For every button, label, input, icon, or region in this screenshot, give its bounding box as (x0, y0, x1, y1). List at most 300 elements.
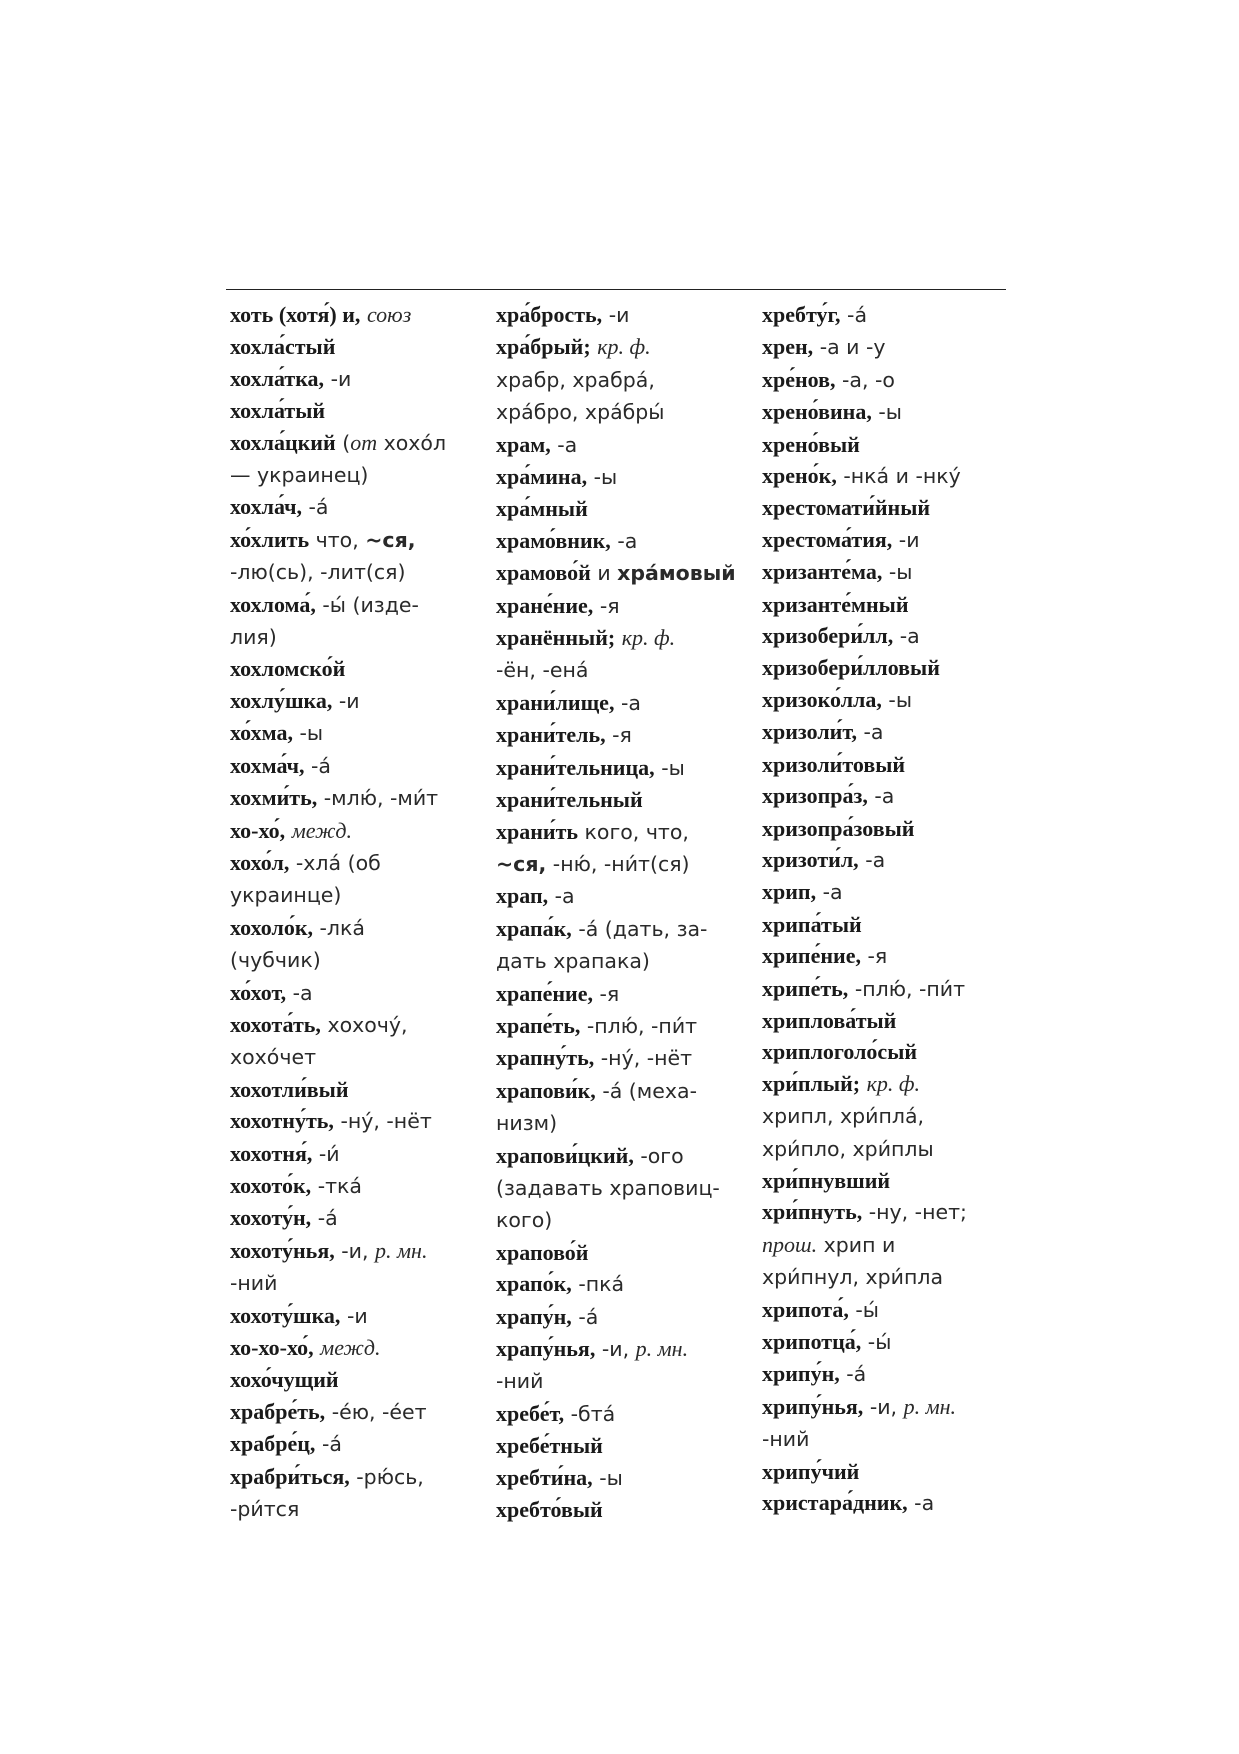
entry-grammar: -ы (881, 687, 913, 712)
dictionary-entry (496, 1140, 748, 1172)
dictionary-entry-continuation (496, 1365, 748, 1397)
entry-grammar: кр. ф. (866, 1070, 921, 1096)
entry-headword: хрено́вина, (762, 399, 872, 425)
entry-grammar: хра́бро, хра́бры́ (496, 400, 665, 425)
entry-headword: хоть (хотя́) и, (230, 302, 361, 327)
entry-grammar: -а́ (571, 1304, 599, 1329)
entry-grammar: -лю(сь), -лит(ся) (230, 560, 406, 585)
entry-headword: храпо́к, (496, 1271, 572, 1297)
dictionary-entry (230, 1009, 482, 1041)
entry-headword: хрено́вый (762, 431, 860, 457)
entry-headword: храпови́цкий, (496, 1142, 634, 1168)
dictionary-entry (762, 780, 1014, 812)
dictionary-entry (762, 1196, 1014, 1228)
entry-grammar: -ний (496, 1369, 544, 1394)
dictionary-entry (496, 1268, 748, 1300)
entry-grammar: -ы (871, 400, 902, 425)
entry-headword: хохо́л, (230, 849, 290, 875)
dictionary-entry (496, 1430, 748, 1461)
dictionary-entry (496, 1494, 748, 1525)
entry-grammar: -а́ (315, 1432, 342, 1457)
entry-grammar: -ы (587, 465, 618, 490)
dictionary-entry (496, 557, 748, 589)
entry-grammar: -ний (762, 1427, 810, 1452)
entry-grammar: межд. (320, 1335, 381, 1360)
entry-headword: хохма́ч, (230, 752, 305, 778)
entry-grammar: (задавать храповиц- (496, 1175, 720, 1200)
entry-headword: храпу́н, (496, 1303, 572, 1329)
entry-headword: хриплоголо́сый (762, 1039, 918, 1065)
entry-grammar: -ну́, -нёт (594, 1046, 693, 1071)
entry-headword: хризобери́лл, (762, 623, 894, 649)
dictionary-entry-continuation (230, 556, 482, 588)
entry-grammar: (от хохо́л (335, 429, 447, 455)
entry-grammar: кр. ф. (597, 334, 651, 360)
entry-headword: храбри́ться, (230, 1463, 350, 1489)
entry-grammar: -ы́ (861, 1330, 892, 1354)
dictionary-entry (762, 331, 1014, 363)
dictionary-entry (762, 396, 1014, 428)
entry-headword: христара́дник, (762, 1490, 908, 1516)
dictionary-entry (496, 525, 748, 557)
dictionary-entry (762, 460, 1014, 492)
dictionary-entry (762, 1456, 1014, 1487)
dictionary-entry (230, 1364, 482, 1395)
entry-headword: хризопра́з, (762, 783, 868, 809)
entry-grammar: -и́ (312, 1141, 340, 1166)
dictionary-entry (496, 719, 748, 751)
entry-headword: храм, (496, 431, 551, 457)
header-rule (226, 289, 1006, 290)
dictionary-entry-continuation (762, 1100, 1014, 1132)
dictionary-entry (496, 429, 748, 461)
entry-headword: хохоту́шка, (230, 1302, 341, 1328)
dictionary-entry (496, 752, 748, 784)
dictionary-entry (762, 364, 1014, 396)
entry-headword: хра́мина, (496, 464, 588, 490)
entry-grammar: -а (610, 528, 638, 553)
entry-headword: хри́плый; (762, 1070, 861, 1096)
dictionary-entry (496, 913, 748, 945)
entry-headword: хохоло́к, (230, 914, 314, 940)
dictionary-entry-continuation (496, 1107, 748, 1139)
entry-grammar: -а (548, 884, 575, 909)
entry-grammar: межд. (291, 817, 353, 843)
dictionary-entry (762, 1036, 1014, 1067)
entry-headword: хрен, (762, 334, 814, 360)
entry-headword: хребту́г, (762, 302, 841, 327)
entry-grammar: -а (286, 980, 313, 1005)
entry-headword: хребе́тный (496, 1433, 603, 1459)
entry-headword: хохоту́нья, (230, 1237, 335, 1263)
entry-grammar: хохо́чет (230, 1045, 317, 1070)
dictionary-entry-continuation (496, 364, 748, 396)
entry-headword: хребто́вый (496, 1497, 603, 1523)
dictionary-entry (496, 816, 748, 848)
entry-headword: хохла́стый (230, 334, 336, 360)
entry-headword: хризоко́лла, (762, 686, 882, 712)
dictionary-entry (496, 622, 748, 654)
entry-grammar: дать храпака) (496, 949, 650, 974)
dictionary-entry (230, 1202, 482, 1234)
entry-grammar: и хра́мовый (590, 561, 736, 586)
dictionary-entry-continuation (496, 945, 748, 977)
dictionary-entry (762, 684, 1014, 716)
entry-grammar: -ри́тся (230, 1497, 300, 1522)
dictionary-entry (762, 813, 1014, 844)
dictionary-entry (762, 1487, 1014, 1519)
entry-headword: хри́пнувший (762, 1167, 891, 1193)
dictionary-entry (230, 331, 482, 362)
dictionary-entry (496, 461, 748, 493)
dictionary-entry (762, 1294, 1014, 1326)
dictionary-entry (230, 685, 482, 717)
dictionary-entry (762, 909, 1014, 940)
entry-headword: храп, (496, 883, 549, 909)
entry-headword: хризопра́зовый (762, 815, 915, 841)
dictionary-entry-continuation (762, 1423, 1014, 1455)
dictionary-entry (762, 620, 1014, 652)
entry-grammar: хри́пнул, хри́пла (762, 1265, 944, 1290)
dictionary-entry (496, 1398, 748, 1430)
entry-headword: хра́брый; (496, 334, 591, 360)
dictionary-entry (496, 1042, 748, 1074)
entry-grammar: -и (602, 303, 630, 327)
dictionary-entry (230, 977, 482, 1009)
entry-grammar: (чубчик) (230, 948, 321, 973)
entry-grammar: -ого (633, 1143, 684, 1168)
dictionary-entry (230, 847, 482, 879)
dictionary-entry (230, 1235, 482, 1267)
dictionary-entry-continuation (496, 1204, 748, 1236)
entry-headword: хохота́ть, (230, 1011, 321, 1037)
entry-headword: хохоту́н, (230, 1205, 312, 1231)
entry-headword: храни́лище, (496, 689, 615, 715)
dictionary-entry (230, 1461, 482, 1493)
entry-grammar: -а́ (840, 303, 868, 327)
entry-headword: хрипота́, (762, 1296, 849, 1322)
entry-headword: храбре́ть, (230, 1398, 326, 1424)
dictionary-entry-continuation (230, 1267, 482, 1299)
entry-headword: хохото́к, (230, 1172, 312, 1198)
entry-headword: хохла́тка, (230, 365, 325, 391)
dictionary-entry (230, 1396, 482, 1428)
entry-grammar: хохочу́, (320, 1012, 408, 1037)
entry-headword: храпово́й (496, 1239, 589, 1265)
entry-grammar: храбр, храбра́, (496, 367, 655, 392)
entry-headword: хрестома́тия, (762, 526, 893, 552)
dictionary-entry-continuation (496, 1172, 748, 1204)
entry-headword: хребти́на, (496, 1464, 593, 1490)
dictionary-entry (496, 880, 748, 912)
dictionary-entry (496, 1010, 748, 1042)
entry-headword: храпе́ние, (496, 980, 594, 1006)
dictionary-entry (230, 589, 482, 621)
entry-grammar: -а (857, 720, 884, 745)
dictionary-entry-continuation (230, 459, 482, 491)
entry-grammar: низм) (496, 1111, 558, 1136)
entry-headword: хризобери́лловый (762, 655, 940, 681)
dictionary-entry-continuation (230, 1041, 482, 1073)
entry-grammar: -ну, -нет; (862, 1200, 967, 1225)
entry-headword: хре́нов, (762, 366, 836, 392)
dictionary-entry (230, 750, 482, 782)
dictionary-entry (762, 1391, 1014, 1423)
dictionary-entry (496, 299, 748, 331)
dictionary-entry (762, 716, 1014, 748)
entry-grammar: что, ~ся, (309, 527, 416, 552)
dictionary-entry (762, 492, 1014, 523)
entry-grammar: -и, р. мн. (595, 1336, 689, 1361)
entry-headword: храмово́й (496, 560, 591, 586)
entry-headword: хрипу́чий (762, 1458, 860, 1484)
dictionary-entry (762, 299, 1014, 331)
dictionary-entry (230, 299, 482, 331)
entry-grammar: -ну́, -нёт (333, 1109, 432, 1134)
entry-grammar: -а́ (301, 495, 329, 520)
entry-grammar: -хла́ (об (289, 850, 381, 875)
entry-grammar: -нка́ и -нку́ (836, 464, 961, 489)
entry-grammar: -и (892, 527, 920, 552)
dictionary-entry-continuation (762, 1261, 1014, 1293)
entry-grammar: -и (332, 688, 360, 713)
dictionary-column-3 (762, 299, 1014, 1519)
entry-grammar: -а (907, 1491, 935, 1516)
entry-headword: хранённый; (496, 625, 616, 651)
entry-headword: хо-хо-хо́, (230, 1335, 314, 1360)
entry-grammar: -а́ (304, 753, 331, 778)
entry-grammar: -и (324, 366, 352, 391)
dictionary-entry (230, 1428, 482, 1460)
entry-headword: хризоти́л, (762, 846, 859, 872)
dictionary-entry (496, 590, 748, 622)
entry-grammar: -а и -у (813, 335, 886, 360)
entry-headword: хрипе́ть, (762, 975, 849, 1001)
entry-grammar: хрипл, хри́пла́, (762, 1104, 925, 1129)
dictionary-entry (762, 973, 1014, 1005)
entry-headword: хрипотца́, (762, 1329, 862, 1354)
entry-grammar: украинце) (230, 883, 342, 908)
entry-grammar: -ний (230, 1271, 278, 1296)
entry-headword: храпу́нья, (496, 1336, 596, 1361)
dictionary-entry (762, 524, 1014, 556)
dictionary-entry (230, 1332, 482, 1364)
dictionary-entry (762, 556, 1014, 588)
dictionary-entry (496, 1333, 748, 1365)
entry-headword: хо́хот, (230, 979, 287, 1005)
entry-headword: хрипу́нья, (762, 1393, 864, 1419)
dictionary-entry (230, 1105, 482, 1137)
entry-headword: хране́ние, (496, 592, 594, 618)
entry-headword: хризанте́мный (762, 591, 909, 617)
dictionary-entry (496, 1237, 748, 1268)
entry-grammar: прош. хрип и (762, 1231, 896, 1257)
entry-grammar: -пка́ (571, 1272, 625, 1297)
entry-headword: храпну́ть, (496, 1045, 595, 1071)
entry-grammar: кого) (496, 1208, 553, 1233)
entry-grammar: кр. ф. (621, 625, 676, 651)
entry-headword: храпе́ть, (496, 1012, 581, 1038)
dictionary-entry (496, 331, 748, 363)
entry-headword: хохотли́вый (230, 1076, 349, 1102)
entry-headword: хохотня́, (230, 1140, 313, 1166)
entry-headword: хрестомати́йный (762, 495, 931, 521)
dictionary-column-1 (230, 299, 482, 1525)
entry-headword: храни́ть (496, 818, 579, 844)
entry-headword: хохо́чущий (230, 1367, 339, 1393)
entry-grammar: -я (593, 593, 620, 618)
dictionary-entry (496, 493, 748, 524)
dictionary-entry (230, 524, 482, 556)
entry-headword: хризоли́товый (762, 751, 906, 777)
dictionary-entry (762, 1326, 1014, 1358)
entry-headword: храпа́к, (496, 915, 572, 941)
dictionary-entry (496, 978, 748, 1010)
entry-grammar: -ы (592, 1465, 623, 1490)
entry-grammar: -плю́, -пи́т (580, 1013, 698, 1038)
entry-headword: хра́брость, (496, 302, 603, 327)
entry-headword: хрено́к, (762, 463, 837, 489)
dictionary-entry (496, 1301, 748, 1333)
dictionary-entry (762, 589, 1014, 620)
entry-grammar: -ы (654, 755, 685, 780)
dictionary-entry (230, 653, 482, 684)
entry-headword: хо́хма, (230, 720, 293, 746)
dictionary-entry (230, 491, 482, 523)
entry-headword: хохлома́, (230, 591, 316, 617)
dictionary-entry (762, 1165, 1014, 1196)
entry-grammar: -а (858, 847, 886, 872)
entry-headword: хрипе́ние, (762, 943, 861, 969)
entry-grammar: -ы (882, 560, 913, 585)
entry-grammar: -а (893, 624, 920, 649)
entry-grammar: -а́ (дать, за- (571, 916, 708, 941)
entry-grammar: -тка́ (311, 1173, 362, 1198)
entry-grammar: -а (867, 784, 895, 809)
dictionary-entry (230, 1300, 482, 1332)
entry-grammar: кого, что, (578, 819, 689, 844)
dictionary-entry (230, 1138, 482, 1170)
entry-headword: хра́мный (496, 496, 588, 522)
entry-headword: хохла́тый (230, 398, 326, 424)
dictionary-entry (230, 363, 482, 395)
dictionary-entry (230, 395, 482, 426)
dictionary-entry (496, 1462, 748, 1494)
entry-grammar: -я (605, 723, 632, 748)
entry-grammar: -а (816, 880, 843, 905)
entry-headword: хохми́ть, (230, 785, 318, 811)
entry-grammar: -плю́, -пи́т (848, 976, 966, 1001)
entry-headword: хохотну́ть, (230, 1108, 334, 1134)
dictionary-entry-continuation (230, 1493, 482, 1525)
dictionary-entry-continuation (762, 1229, 1014, 1261)
dictionary-entry (762, 1005, 1014, 1036)
entry-grammar: ~ся, -ню́, -ни́т(ся) (496, 851, 690, 876)
entry-grammar: -а (550, 432, 578, 457)
entry-grammar: -млю́, -ми́т (317, 786, 439, 811)
entry-grammar: хри́пло, хри́плы (762, 1136, 934, 1161)
entry-headword: храбре́ц, (230, 1431, 316, 1457)
dictionary-entry-continuation (230, 879, 482, 911)
dictionary-entry-continuation (230, 944, 482, 976)
entry-headword: храпови́к, (496, 1077, 596, 1103)
entry-headword: хо-хо́, (230, 817, 286, 843)
entry-grammar: -и (340, 1303, 368, 1328)
entry-grammar: -ы́ (848, 1297, 879, 1322)
entry-grammar: -ы (292, 721, 324, 746)
dictionary-entry (496, 784, 748, 815)
entry-headword: хризоли́т, (762, 719, 858, 745)
dictionary-entry (230, 782, 482, 814)
dictionary-entry (762, 1068, 1014, 1100)
dictionary-entry (762, 876, 1014, 908)
entry-grammar: -ён, -ена́ (496, 658, 589, 683)
entry-headword: храни́тельный (496, 787, 643, 813)
dictionary-column-2 (496, 299, 748, 1525)
entry-headword: хризанте́ма, (762, 559, 883, 585)
entry-headword: хри́пнуть, (762, 1199, 863, 1225)
dictionary-entry (230, 717, 482, 749)
entry-grammar: -бта́ (564, 1401, 616, 1426)
entry-headword: храни́тель, (496, 722, 606, 748)
entry-headword: хрип, (762, 879, 817, 905)
dictionary-entry (762, 940, 1014, 972)
entry-headword: хохла́ч, (230, 494, 302, 520)
dictionary-entry-continuation (230, 621, 482, 653)
entry-headword: хохломско́й (230, 656, 346, 682)
entry-grammar: -а́ (311, 1206, 338, 1231)
entry-grammar: -рю́сь, (349, 1464, 424, 1489)
dictionary-entry-continuation (496, 848, 748, 880)
entry-grammar: -лка́ (313, 915, 365, 940)
dictionary-entry (762, 844, 1014, 876)
entry-grammar: -е́ю, -е́ет (325, 1399, 427, 1424)
entry-grammar: -а, -о (835, 367, 895, 392)
dictionary-entry (230, 815, 482, 847)
entry-headword: хрипа́тый (762, 911, 862, 937)
entry-headword: хохлу́шка, (230, 687, 333, 713)
entry-grammar: -а́ (839, 1362, 867, 1387)
dictionary-entry-continuation (496, 654, 748, 686)
dictionary-entry-continuation (762, 1133, 1014, 1165)
entry-grammar: -а́ (меха- (595, 1078, 697, 1103)
dictionary-entry (230, 912, 482, 944)
entry-grammar: -а (614, 690, 641, 715)
entry-grammar: -и, р. мн. (863, 1393, 957, 1419)
entry-grammar: -я (860, 944, 888, 969)
entry-grammar: -я (593, 981, 620, 1006)
dictionary-entry (762, 1358, 1014, 1390)
entry-headword: хриплова́тый (762, 1007, 897, 1033)
entry-headword: хребе́т, (496, 1400, 565, 1426)
dictionary-entry (496, 687, 748, 719)
entry-grammar: -ы́ (изде- (315, 592, 419, 617)
entry-headword: храни́тельница, (496, 754, 655, 780)
entry-grammar: союз (366, 302, 412, 327)
dictionary-entry (762, 749, 1014, 780)
dictionary-entry (230, 1074, 482, 1105)
entry-headword: храмо́вник, (496, 527, 611, 553)
dictionary-entry (230, 1170, 482, 1202)
dictionary-entry (762, 429, 1014, 460)
entry-grammar: — украинец) (230, 463, 369, 488)
dictionary-entry (496, 1075, 748, 1107)
entry-headword: хрипу́н, (762, 1361, 840, 1387)
entry-headword: хо́хлить (230, 526, 310, 552)
dictionary-entry-continuation (496, 396, 748, 428)
dictionary-entry (762, 652, 1014, 683)
entry-grammar: лия) (230, 625, 277, 650)
